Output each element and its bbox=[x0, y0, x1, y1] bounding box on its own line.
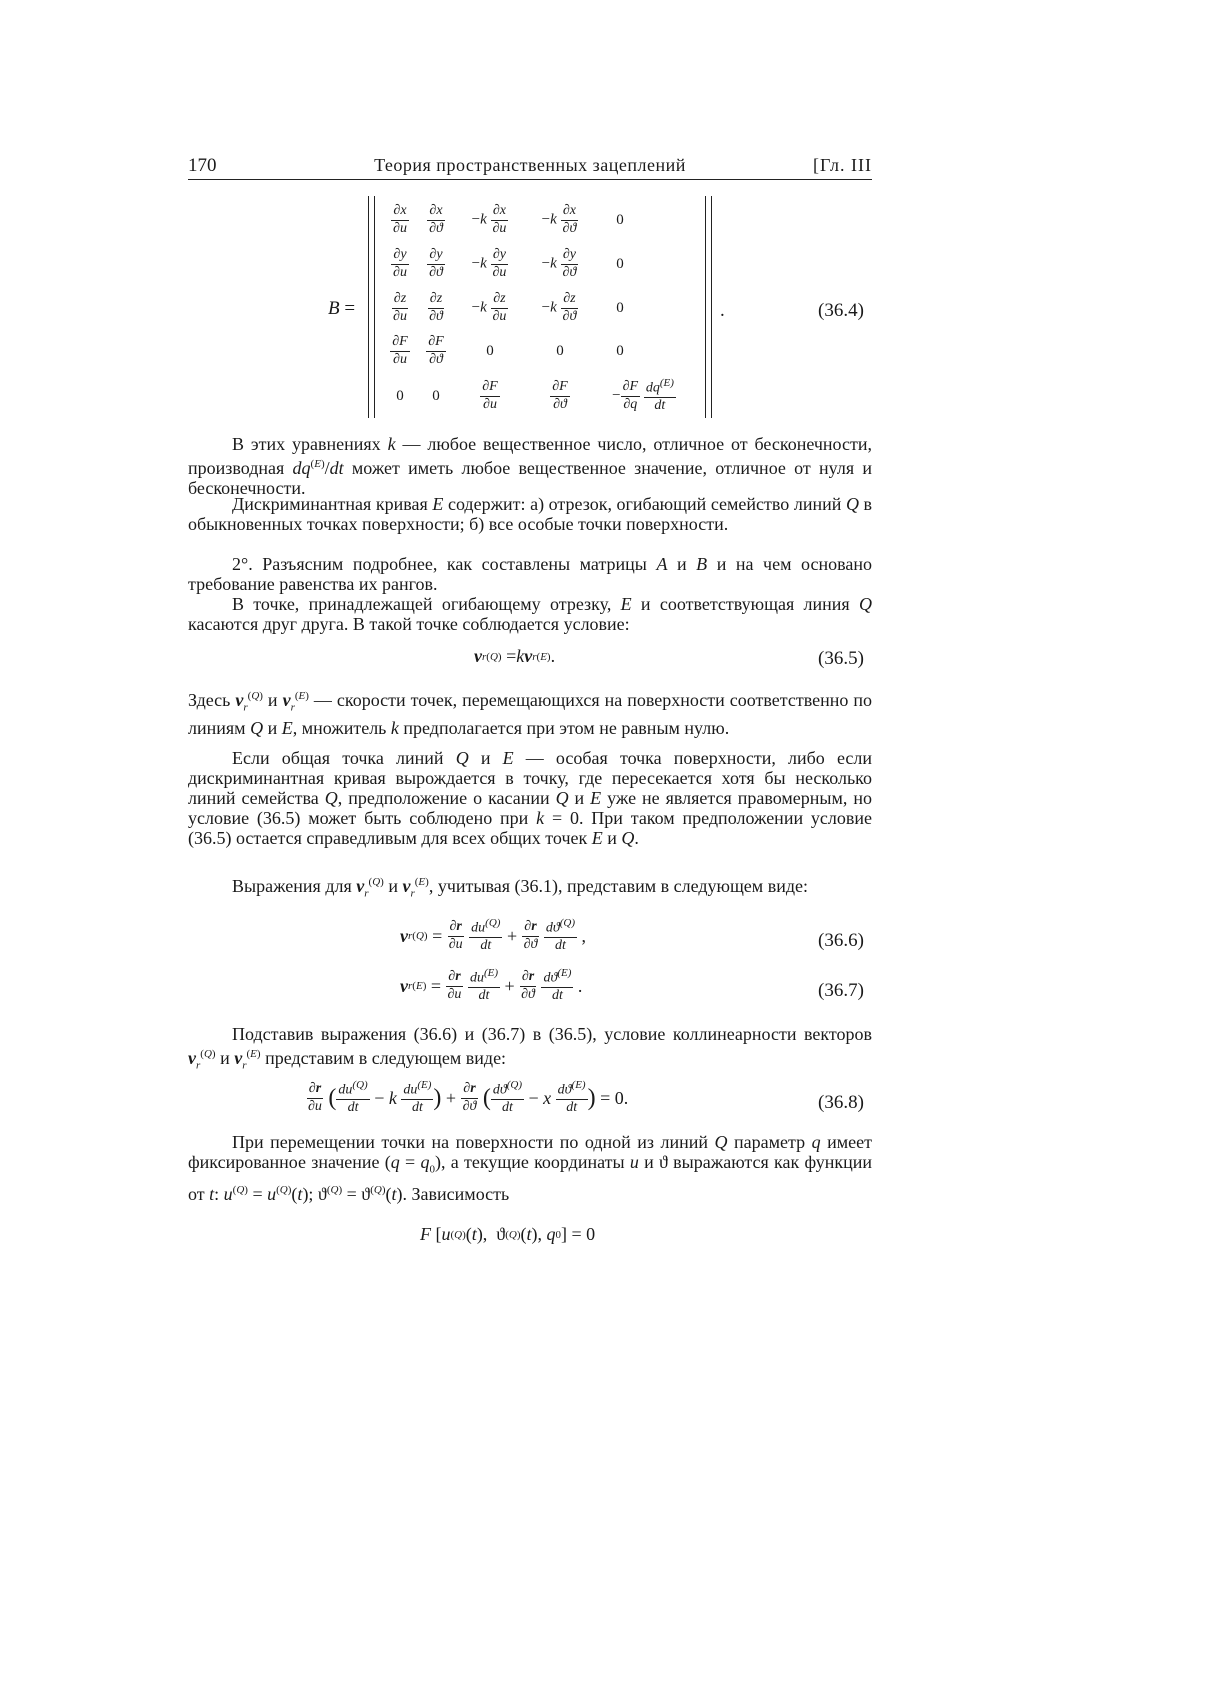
page-number: 170 bbox=[188, 155, 217, 176]
paragraph-6: Если общая точка линий Q и E — особая точка поверхности, либо если дискриминантная кривая вырождается в точку, где пересекается хотя бы несколько линий семейства Q, предположение о касании Q и E уже не является правомерным, но условие (36.5) может быть соблюдено при k = 0. При таком предположении условие (36.5) остается справедливым для всех общих точек E и Q. bbox=[188, 748, 872, 848]
matrix-right-bar bbox=[705, 196, 712, 418]
running-title: Теория пространственных зацеплений bbox=[374, 155, 686, 175]
equation-label-36-4: (36.4) bbox=[818, 300, 864, 321]
equation-36-6: v r (Q) = $\frac{\partial r}{\partial u}$ $\frac{du^{(Q)}}{dt}$ + $\frac{\partial r}{\partial ϑ}$ $\frac{dϑ^{(Q)}}{dt}$ , bbox=[400, 917, 587, 954]
equation-final: F [ u (Q) ( t ), ϑ (Q) ( t ), q 0 ] = 0 bbox=[420, 1224, 596, 1244]
paragraph-7: Выражения для $v_r^{(Q)}$ и $v_r^{(E)}$, учитывая (36.1), представим в следующем виде: bbox=[232, 876, 808, 900]
equation-36-5: v r (Q) = k v r (E) . bbox=[474, 646, 556, 666]
matrix-row: $\frac{\partial y}{\partial u}$ $\frac{\partial y}{\partial ϑ}$ −k $\frac{\partial y}{\partial u}$ −k $\frac{\partial y}{\partial ϑ}$ 0 bbox=[393, 246, 624, 280]
paragraph-8: Подставив выражения (36.6) и (36.7) в (36.5), условие коллинеарности векторов $v_r^{(Q)}$ и $v_r^{(E)}$ представим в следующем виде: bbox=[188, 1024, 872, 1072]
equation-36-7: v r (E) = $\frac{\partial r}{\partial u}$ $\frac{du^{(E)}}{dt}$ + $\frac{\partial r}{\partial ϑ}$ $\frac{dϑ^{(E)}}{dt}$ . bbox=[400, 967, 583, 1004]
matrix-left-bar bbox=[368, 196, 375, 418]
paragraph-4: В точке, принадлежащей огибающему отрезку, E и соответствующая линия Q касаются друг друга. В такой точке соблюдается условие: bbox=[188, 594, 873, 634]
chapter-label: [Гл. III bbox=[812, 155, 872, 175]
paragraph-1: В этих уравнениях k — любое вещественное число, отличное от бесконечности, производная $dq^{(E)}/dt$ может иметь любое вещественное значение, отличное от нуля и бесконечности. bbox=[188, 434, 873, 498]
matrix-row: $\frac{\partial z}{\partial u}$ $\frac{\partial z}{\partial ϑ}$ −k $\frac{\partial z}{\partial u}$ −k $\frac{\partial z}{\partial ϑ}$ 0 bbox=[393, 290, 624, 324]
paragraph-2: Дискриминантная кривая E содержит: а) отрезок, огибающий семейство линий Q в обыкновенных точках поверхности; б) все особые точки поверхности. bbox=[188, 494, 873, 534]
running-header bbox=[188, 155, 872, 180]
matrix-b bbox=[368, 196, 712, 418]
matrix-row: $\frac{\partial F}{\partial u}$ $\frac{\partial F}{\partial ϑ}$ 0 0 0 bbox=[392, 333, 624, 367]
matrix-lhs: B = bbox=[328, 298, 356, 319]
equation-36-8: $\frac{\partial r}{\partial u}$ ( $\frac{du^{(Q)}}{dt}$ − k $\frac{du^{(E)}}{dt}$ ) + $\frac{\partial r}{\partial ϑ}$ ( $\frac{dϑ^{(Q)}}{dt}$ − x $\frac{dϑ^{(E)}}{dt}$ ) = 0. bbox=[308, 1079, 629, 1116]
equation-label-36-8: (36.8) bbox=[818, 1092, 864, 1113]
equation-label-36-6: (36.6) bbox=[818, 930, 864, 951]
paragraph-9: При перемещении точки на поверхности по одной из линий Q параметр q имеет фиксированное значение $(q = q_0)$, а текущие координаты u и ϑ выражаются как функции от t: $u^{(Q)} = u^{(Q)}(t)$; $ϑ^{(Q)} = ϑ^{(Q)}(t)$. Зависимость bbox=[188, 1132, 872, 1204]
equation-label-36-5: (36.5) bbox=[818, 648, 864, 669]
matrix-row: $\frac{\partial x}{\partial u}$ $\frac{\partial x}{\partial ϑ}$ −k $\frac{\partial x}{\partial u}$ −k $\frac{\partial x}{\partial ϑ}$ 0 bbox=[393, 202, 624, 236]
equation-label-36-7: (36.7) bbox=[818, 980, 864, 1001]
matrix-row: 0 0 $\frac{\partial F}{\partial u}$ $\frac{\partial F}{\partial ϑ}$ − $\frac{\partial F}{\partial q}$ $\frac{dq^{(E)}}{dt}$ bbox=[396, 376, 674, 414]
paragraph-3: 2°. Разъясним подробнее, как составлены матрицы A и B и на чем основано требование равенства их рангов. bbox=[188, 554, 872, 594]
matrix-period: . bbox=[720, 300, 725, 321]
paragraph-5: Здесь $v_r^{(Q)}$ и $v_r^{(E)}$ — скорости точек, перемещающихся на поверхности соответственно по линиям Q и E, множитель k предполагается при этом не равным нулю. bbox=[188, 690, 872, 738]
